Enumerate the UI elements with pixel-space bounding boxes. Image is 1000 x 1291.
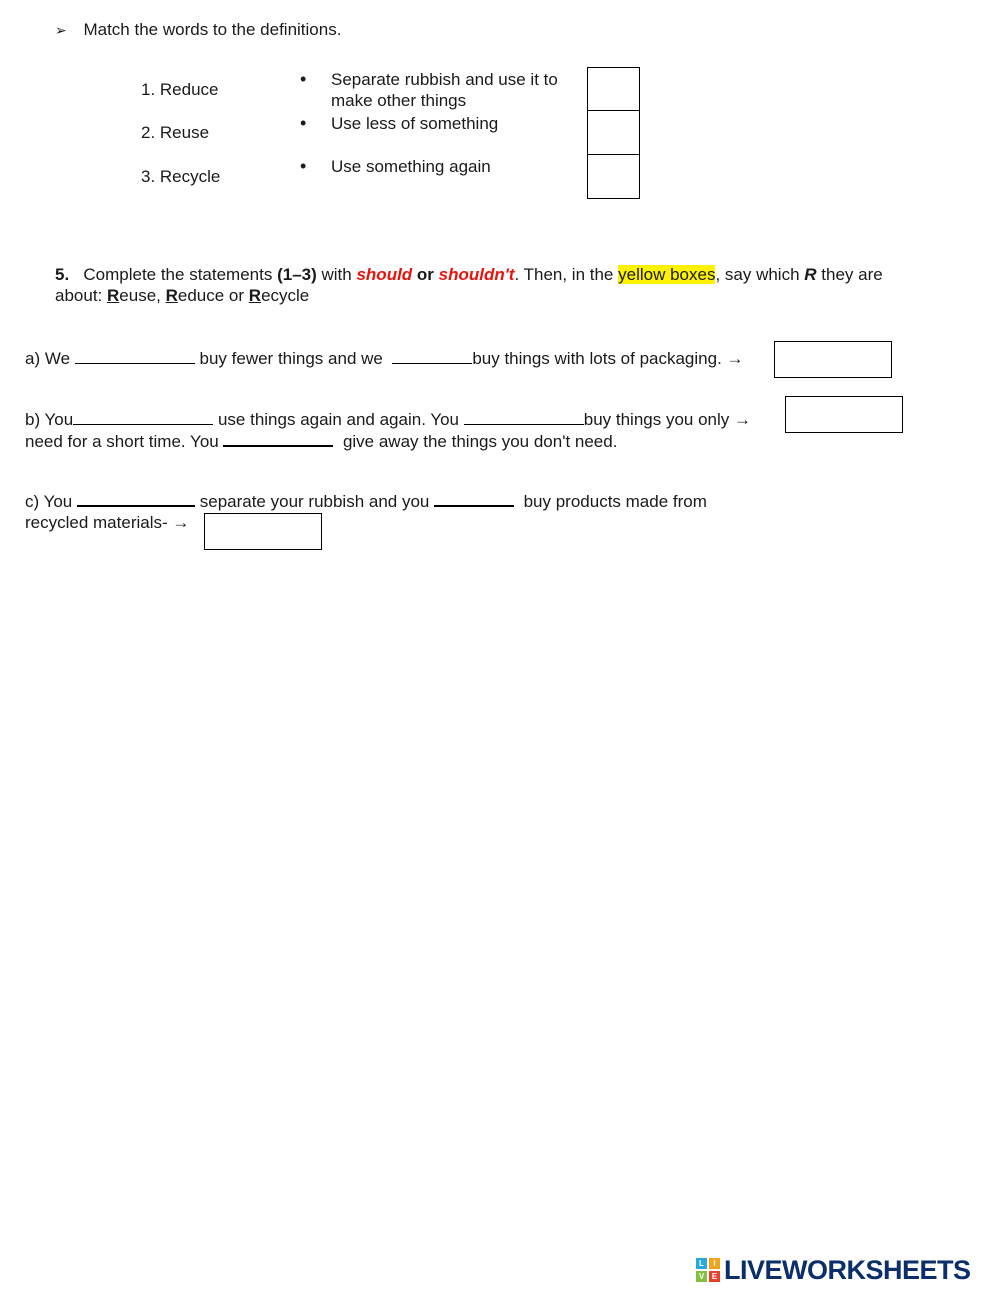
r-initial: R (107, 286, 120, 305)
heading-text: with (321, 265, 352, 284)
statement-b-prefix: b) You (25, 410, 74, 429)
word-reuse: 2. Reuse (141, 123, 210, 142)
statement-b-line2-end: give away the things you don't need. (342, 432, 618, 451)
arrow-right-icon: → (726, 349, 744, 368)
section-5-heading-line-2 (55, 286, 309, 306)
statement-a-blank-1[interactable] (75, 348, 195, 364)
r-rest: ecycle (261, 286, 310, 305)
statement-c-blank-1[interactable] (77, 490, 195, 507)
or-word: or (416, 265, 434, 284)
section-number: 5. (55, 265, 70, 284)
statement-a (25, 348, 744, 369)
definition-3: Use something again (331, 157, 491, 176)
statement-a-end: buy things with lots of packaging. (472, 349, 722, 368)
statement-b-line-1 (25, 409, 751, 430)
statement-c-line-2 (25, 513, 189, 533)
match-instruction: Match the words to the definitions. (83, 20, 342, 39)
logo-text: LIVEWORKSHEETS (724, 1254, 971, 1285)
section-5-heading (55, 265, 883, 285)
statement-c-prefix: c) You (25, 492, 73, 511)
word-recycle: 3. Recycle (141, 167, 221, 186)
statement-a-mid: buy fewer things and we (199, 349, 383, 368)
statement-b-mid: use things again and again. You (217, 410, 460, 429)
statement-c-answer-box[interactable] (204, 513, 322, 550)
statement-b-blank-2[interactable] (464, 409, 584, 425)
word-reduce: 1. Reduce (141, 80, 219, 99)
statement-b-end: buy things you only (583, 410, 730, 429)
statement-c-line2: recycled materials- (25, 513, 168, 532)
statement-b-answer-box[interactable] (785, 396, 903, 433)
statement-b-blank-3[interactable] (223, 430, 333, 447)
definition-1-line-1: Separate rubbish and use it to (331, 70, 558, 89)
yellow-boxes-highlight: yellow boxes (618, 265, 716, 284)
bullet-dot-icon: • (300, 69, 307, 89)
liveworksheets-logo (696, 1256, 971, 1284)
match-answer-box-1[interactable] (587, 67, 640, 111)
statement-b-line-2 (25, 430, 617, 452)
bullet-dot-icon: • (300, 113, 307, 133)
arrowhead-bullet-icon: ➢ (55, 22, 67, 38)
range-label: (1–3) (277, 265, 317, 284)
heading-text: . Then, in the (514, 265, 614, 284)
match-answer-box-2[interactable] (587, 110, 640, 155)
statement-c-line-1 (25, 490, 707, 512)
definition-2: Use less of something (331, 114, 499, 133)
statement-b-blank-1[interactable] (73, 409, 213, 425)
logo-grid-icon: L I V E (696, 1258, 720, 1282)
r-rest: euse, (119, 286, 161, 305)
r-rest: educe or (177, 286, 245, 305)
r-letter: R (804, 265, 817, 284)
statement-c-mid: separate your rubbish and you (199, 492, 430, 511)
heading-text: they are (821, 265, 883, 284)
r-initial: R (165, 286, 178, 305)
bullet-dot-icon: • (300, 156, 307, 176)
r-initial: R (248, 286, 262, 305)
statement-c-blank-2[interactable] (434, 490, 514, 507)
heading-text: , say which (715, 265, 800, 284)
heading-text: Complete the statements (83, 265, 273, 284)
statement-b-line2-prefix: need for a short time. You (25, 432, 219, 451)
definition-1-line-2: make other things (331, 91, 467, 110)
statement-a-prefix: a) We (25, 349, 71, 368)
match-answer-box-3[interactable] (587, 154, 640, 199)
arrow-right-icon: → (734, 410, 752, 429)
statement-a-blank-2[interactable] (392, 348, 472, 364)
arrow-right-icon: → (172, 513, 190, 532)
about-prefix: about: (55, 286, 103, 305)
instruction-line (55, 20, 341, 40)
statement-a-answer-box[interactable] (774, 341, 892, 378)
should-word: should (356, 265, 413, 284)
statement-c-end: buy products made from (523, 492, 707, 511)
shouldnt-word: shouldn't (438, 265, 515, 284)
